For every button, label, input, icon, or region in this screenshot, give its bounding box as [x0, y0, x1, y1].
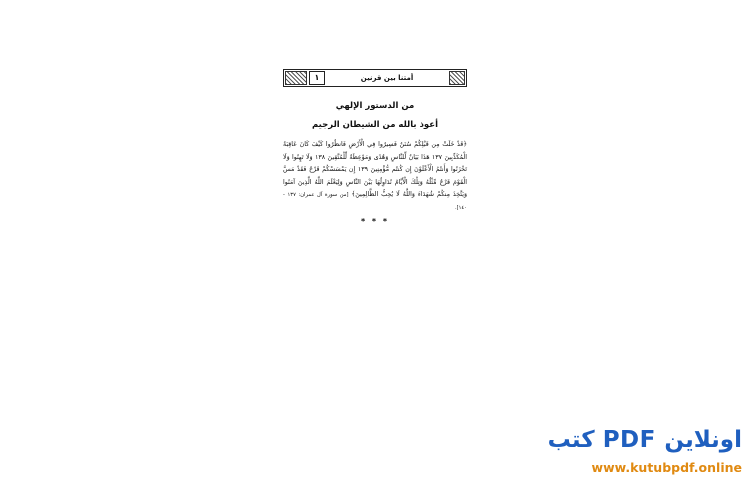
- quran-verses: [283, 139, 467, 214]
- watermark-title: كتب PDF اونلاين: [547, 427, 742, 453]
- ornament-left-icon: [285, 71, 307, 85]
- section-separator: * * *: [360, 217, 390, 226]
- page-header: [283, 69, 467, 87]
- verse-text: ﴿قَدْ خَلَتْ مِن قَبْلِكُمْ سُنَنٌ فَسِيرُوا فِي الْأَرْضِ فَانظُرُوا كَيْفَ كَانَ عَاقِبَةُ الْمُكَذِّبِينَ ١٣٧ هَذَا بَيَانٌ لِّلنَّاسِ وَهُدًى وَمَوْعِظَةٌ لِّلْمُتَّقِينَ ١٣٨ وَلَا تَهِنُوا وَلَا تَحْزَنُوا وَأَنتُمُ الْأَعْلَوْنَ إِن كُنتُم مُّؤْمِنِينَ ١٣٩ إِن يَمْسَسْكُمْ قَرْحٌ فَقَدْ مَسَّ الْقَوْمَ قَرْحٌ مِّثْلُهُ وَتِلْكَ الْأَيَّامُ نُدَاوِلُهَا بَيْنَ النَّاسِ وَلِيَعْلَمَ اللَّهُ الَّذِينَ آمَنُوا وَيَتَّخِذَ مِنكُمْ شُهَدَاءَ وَاللَّهُ لَا يُحِبُّ الظَّالِمِينَ﴾: [283, 141, 468, 198]
- running-title: أمتنا بين قرنين: [360, 74, 414, 82]
- isti-adha-heading: أعوذ بالله من الشيطان الرجيم: [312, 120, 438, 130]
- section-heading: من الدستور الإلهي: [335, 101, 415, 111]
- watermark-url: www.kutubpdf.online: [591, 460, 742, 475]
- ornament-right-icon: [449, 71, 465, 85]
- page-number: ١: [309, 71, 325, 85]
- verse-reference: [من سورة آل عمران: ١٣٧ - ١٤٠].: [283, 192, 467, 211]
